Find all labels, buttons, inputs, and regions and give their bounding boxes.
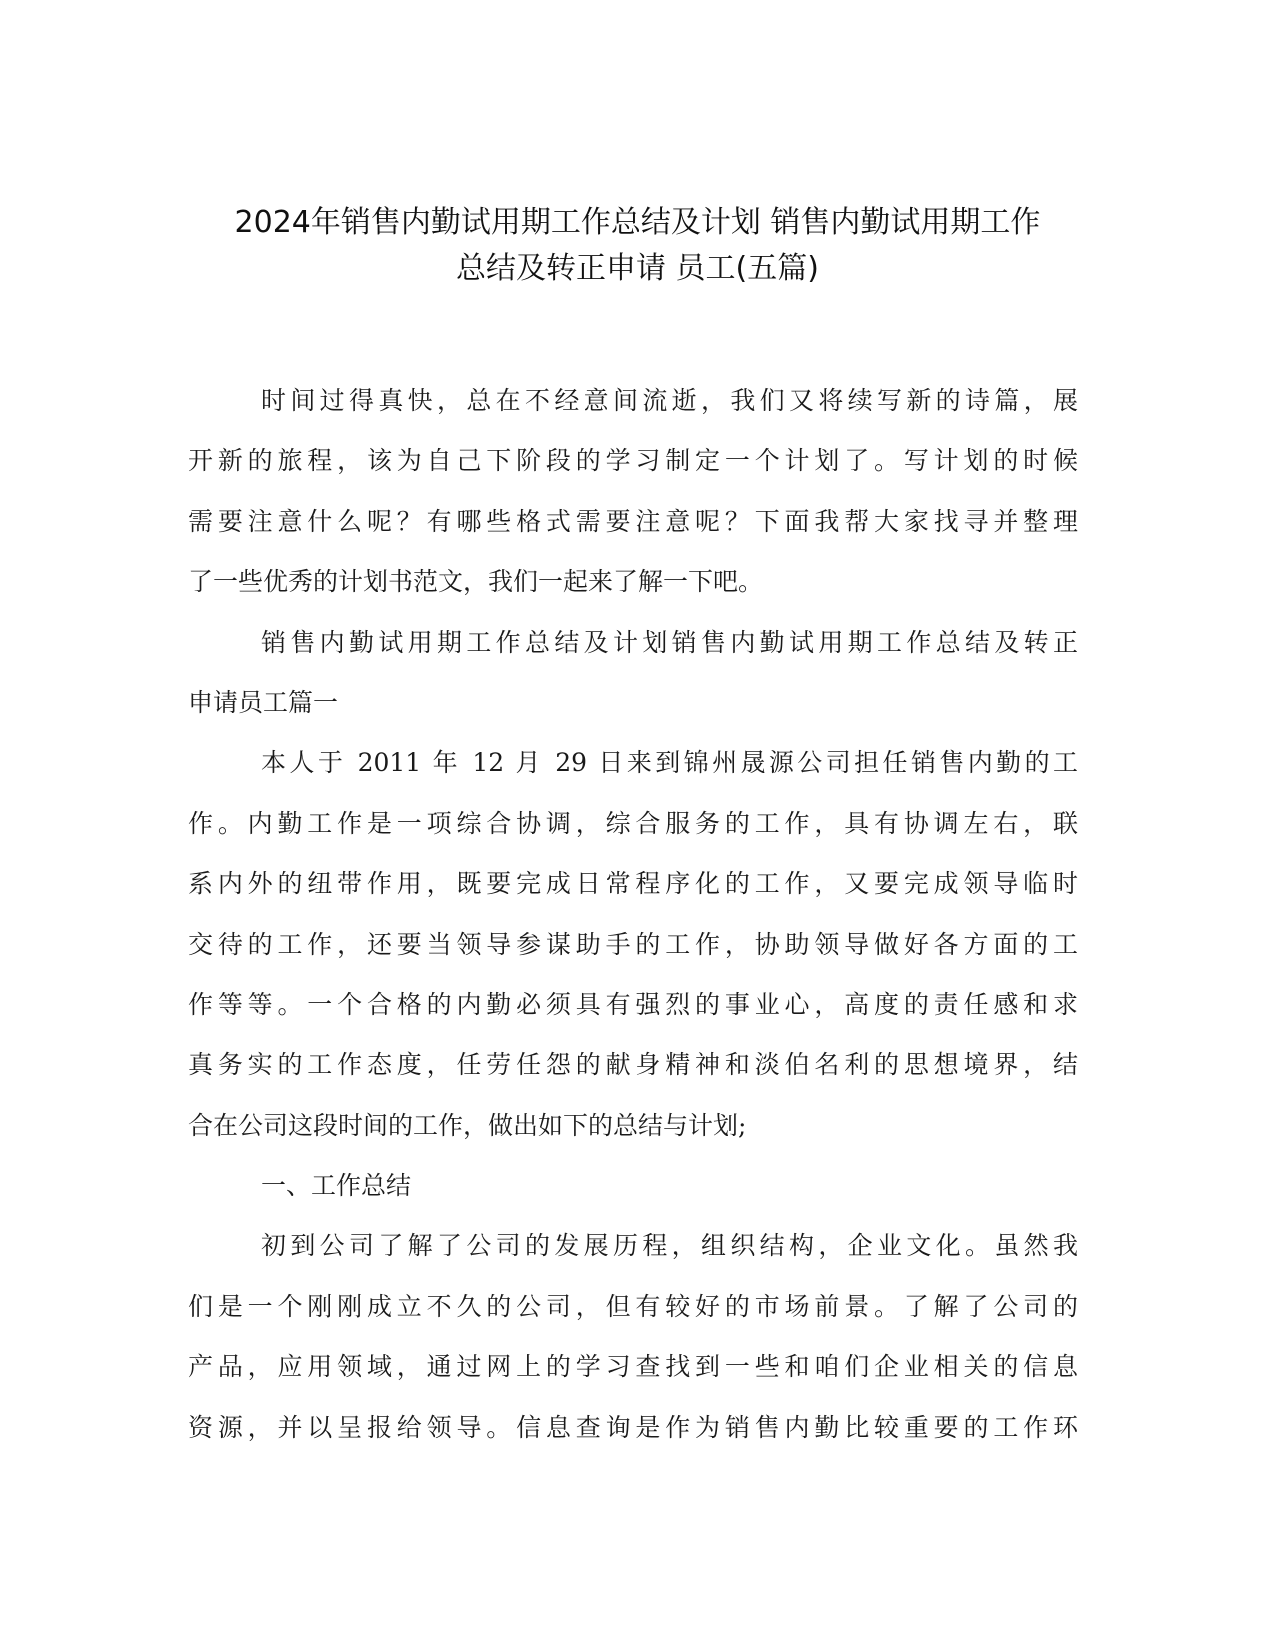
title-line-1: 2024年销售内勤试用期工作总结及计划 销售内勤试用期工作 xyxy=(234,205,1041,240)
document-title xyxy=(150,200,1125,292)
title-line-2: 总结及转正申请 员工(五篇) xyxy=(456,251,819,286)
text-line: 本人于 2011 年 12 月 29 日来到锦州晟源公司担任销售内勤的工 xyxy=(261,748,1078,778)
section-heading: 一、工作总结 xyxy=(261,1171,412,1201)
text-line: 真务实的工作态度，任劳任怨的献身精神和淡伯名利的思想境界，结 xyxy=(188,1050,1078,1080)
text-line: 需要注意什么呢？有哪些格式需要注意呢？下面我帮大家找寻并整理 xyxy=(188,506,1078,536)
text-line: 系内外的纽带作用，既要完成日常程序化的工作，又要完成领导临时 xyxy=(188,869,1078,899)
paragraph-subheading-work-summary xyxy=(188,1156,1078,1216)
text-line: 产品，应用领域，通过网上的学习查找到一些和咱们企业相关的信息 xyxy=(188,1352,1078,1382)
text-line: 开新的旅程，该为自己下阶段的学习制定一个计划了。写计划的时候 xyxy=(188,446,1078,476)
text-line: 交待的工作，还要当领导参谋助手的工作，协助领导做好各方面的工 xyxy=(188,929,1078,959)
text-line: 销售内勤试用期工作总结及计划销售内勤试用期工作总结及转正 xyxy=(261,627,1078,657)
text-line: 时间过得真快，总在不经意间流逝，我们又将续写新的诗篇，展 xyxy=(261,386,1078,415)
text-line: 申请员工篇一 xyxy=(188,687,339,717)
paragraph-self-introduction xyxy=(188,733,1078,1156)
text-line: 作等等。一个合格的内勤必须具有强烈的事业心，高度的责任感和求 xyxy=(188,989,1078,1019)
paragraph-section-heading-1 xyxy=(188,613,1078,734)
text-line: 们是一个刚刚成立不久的公司，但有较好的市场前景。了解了公司的 xyxy=(188,1291,1078,1321)
paragraph-intro xyxy=(188,371,1078,613)
text-line: 资源，并以呈报给领导。信息查询是作为销售内勤比较重要的工作环 xyxy=(188,1412,1078,1442)
document-body xyxy=(188,371,1078,1458)
text-line: 初到公司了解了公司的发展历程，组织结构，企业文化。虽然我 xyxy=(261,1231,1078,1261)
text-line: 了一些优秀的计划书范文，我们一起来了解一下吧。 xyxy=(188,567,764,597)
text-line: 作。内勤工作是一项综合协调，综合服务的工作，具有协调左右，联 xyxy=(188,808,1078,838)
text-line: 合在公司这段时间的工作，做出如下的总结与计划; xyxy=(188,1110,747,1140)
paragraph-work-summary xyxy=(188,1216,1078,1458)
